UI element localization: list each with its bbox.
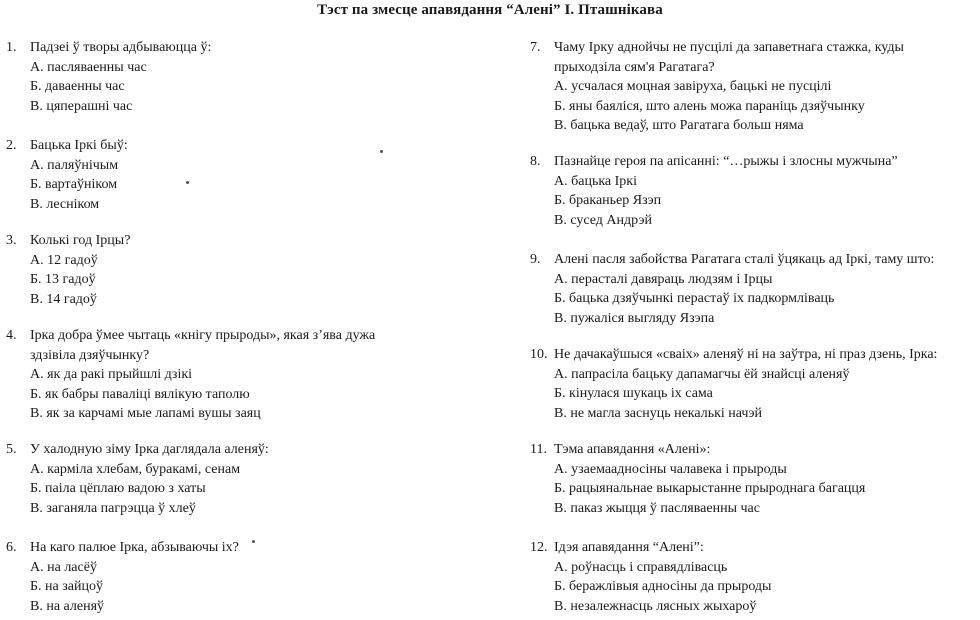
answer-option-a: А. як да ракі прыйшлі дзікі: [30, 367, 193, 382]
scan-speck: [380, 150, 383, 153]
question-number: 1.: [6, 40, 17, 55]
page-title: Тэст па змесце апавядання “Алені” І. Пташнікава: [317, 2, 663, 18]
question-9: [530, 250, 980, 328]
answer-option-b: Б. 13 гадоў: [30, 272, 96, 287]
question-1: [6, 38, 486, 116]
question-6: [6, 538, 486, 616]
answer-option-c: В. заганяла пагрэцца ў хлеў: [30, 500, 196, 516]
question-text: Пазнайце героя па апісанні: “…рыжы і злосны мужчына”: [554, 154, 898, 169]
answer-option-b: Б. на зайцоў: [30, 579, 103, 594]
question-number: 8.: [530, 154, 541, 169]
question-text: На каго палюе Ірка, абзываючы іх?: [30, 540, 239, 555]
question-11: [530, 440, 980, 518]
answer-option-a: А. роўнасць і справядлівасць: [554, 559, 728, 575]
question-text-continued: здзівіла дзяўчынку?: [30, 347, 150, 363]
question-number: 7.: [530, 40, 541, 55]
answer-option-c: В. на аленяў: [30, 598, 105, 614]
question-number: 10.: [530, 347, 548, 362]
answer-option-c: В. 14 гадоў: [30, 291, 97, 307]
answer-option-a: А. усчалася моцная завіруха, бацькі не пусцілі: [554, 79, 832, 94]
answer-option-b: Б. даваенны час: [30, 79, 125, 94]
answer-option-c: В. паказ жыцця ў пасляваенны час: [554, 500, 760, 516]
answer-option-b: Б. як бабры паваліці вялікую таполю: [30, 386, 250, 402]
question-text: Бацька Іркі быў:: [30, 138, 128, 153]
question-number: 5.: [6, 442, 17, 457]
answer-option-c: В. як за карчамі мые лапамі вушы заяц: [30, 406, 261, 421]
question-text: Не дачакаўшыся «сваіх» аленяў ні на заўтра, ні праз дзень, Ірка:: [554, 347, 938, 362]
question-4: [6, 326, 486, 424]
question-number: 9.: [530, 252, 541, 267]
answer-option-a: А. узаемаадносіны чалавека і прыроды: [554, 461, 787, 477]
answer-option-c: В. лесніком: [30, 196, 100, 212]
answer-option-a: А. перасталі давяраць людзям і Ірцы: [554, 271, 773, 287]
answer-option-b: Б. беражлівыя адносіны да прыроды: [554, 579, 772, 594]
answer-option-a: А. пасляваенны час: [30, 59, 147, 75]
question-text: Ідэя апавядання “Алені”:: [554, 540, 704, 555]
answer-option-b: Б. яны баяліся, што алень можа параніць дзяўчынку: [554, 98, 865, 114]
question-number: 3.: [6, 233, 17, 248]
question-text-continued: прыходзіла сям'я Рагатага?: [554, 59, 715, 75]
answer-option-c: В. цяперашні час: [30, 98, 133, 114]
answer-option-a: А. папрасіла бацьку дапамагчы ёй знайсці аленяў: [554, 366, 850, 382]
question-number: 11.: [530, 442, 547, 457]
answer-option-c: В. пужаліся выгляду Язэпа: [554, 310, 715, 326]
question-text: Алені пасля забойства Рагатага сталі ўцякаць ад Іркі, таму што:: [554, 252, 935, 267]
question-text: Ірка добра ўмее чытаць «кнігу прыроды», якая з’ява дужа: [30, 328, 376, 343]
question-text: Падзеі ў творы адбываюцца ў:: [30, 40, 212, 55]
scan-speck: [252, 540, 255, 543]
answer-option-b: Б. паіла цёплаю вадою з хаты: [30, 481, 206, 496]
question-number: 4.: [6, 328, 17, 343]
question-7: [530, 38, 980, 136]
answer-option-b: Б. кінулася шукаць іх сама: [554, 386, 713, 401]
question-2: [6, 136, 486, 214]
question-10: [530, 345, 980, 423]
answer-option-c: В. бацька ведаў, што Рагатага больш няма: [554, 118, 804, 133]
answer-option-a: А. бацька Іркі: [554, 173, 637, 189]
answer-option-c: В. не магла заснуць некалькі начэй: [554, 405, 762, 421]
question-text: Тэма апавядання «Алені»:: [554, 442, 711, 457]
question-8: [530, 152, 980, 230]
question-number: 12.: [530, 540, 548, 555]
answer-option-b: Б. бацька дзяўчынкі перастаў іх падкормліваць: [554, 291, 835, 306]
answer-option-a: А. карміла хлебам, буракамі, сенам: [30, 461, 241, 477]
question-number: 6.: [6, 540, 17, 555]
answer-option-a: А. паляўнічым: [30, 157, 119, 173]
question-number: 2.: [6, 138, 17, 153]
scan-speck: [186, 181, 189, 184]
question-5: [6, 440, 486, 518]
answer-option-a: А. на ласёў: [30, 559, 97, 575]
question-text: Чаму Ірку аднойчы не пусцілі да запаветнага стажка, куды: [554, 40, 904, 55]
answer-option-b: Б. вартаўніком: [30, 177, 118, 192]
question-text: У халодную зіму Ірка даглядала аленяў:: [30, 442, 269, 457]
question-12: [530, 538, 980, 616]
answer-option-c: В. незалежнасць лясных жыхароў: [554, 598, 757, 614]
answer-option-b: Б. браканьер Язэп: [554, 193, 662, 208]
answer-option-c: В. сусед Андрэй: [554, 212, 652, 228]
question-3: [6, 231, 486, 309]
answer-option-b: Б. рацыянальнае выкарыстанне прыроднага багацця: [554, 481, 866, 496]
question-text: Колькі год Ірцы?: [30, 233, 131, 248]
answer-option-a: А. 12 гадоў: [30, 252, 98, 268]
